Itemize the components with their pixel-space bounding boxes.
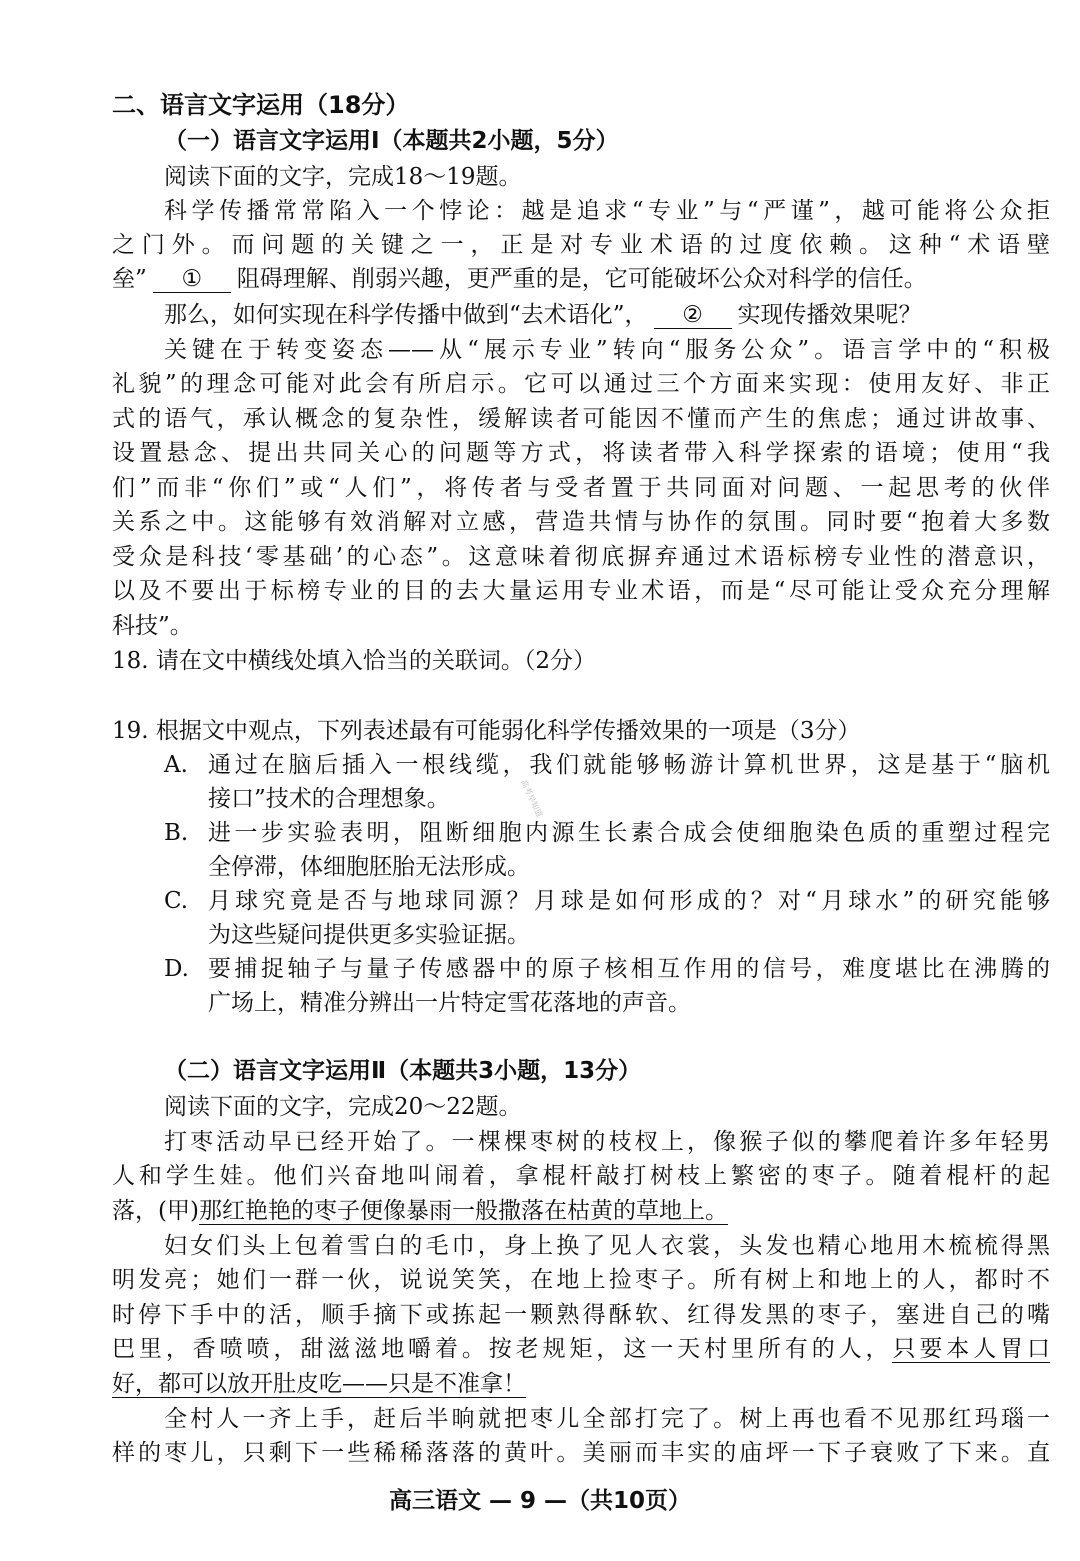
option-d-label: D. bbox=[164, 956, 189, 982]
passage1-line: 科技”。 bbox=[112, 613, 193, 639]
question-19: 19. 根据文中观点，下列表述最有可能弱化科学传播效果的一项是（3分） bbox=[112, 718, 861, 744]
underlined-sentence-jia: 那红艳艳的枣子便像暴雨一般撒落在枯黄的草地上。 bbox=[198, 1198, 728, 1224]
section-title: 二、语言文字运用（18分） bbox=[112, 91, 410, 119]
part1-instruction: 阅读下面的文字，完成18～19题。 bbox=[164, 164, 522, 190]
passage2-line: 打枣活动早已经开始了。一棵棵枣树的枝杈上，像猴子似的攀爬着许多年轻男 bbox=[164, 1129, 1050, 1155]
underlined-sentence: 好，都可以放开肚皮吃——只是不准拿！ bbox=[112, 1371, 526, 1397]
passage1-line-blank1: 垒” ① 阻碍理解、削弱兴趣，更严重的是，它可能破坏公众对科学的信任。 bbox=[112, 266, 927, 292]
underlined-sentence: 只要本人胃口 bbox=[892, 1336, 1051, 1362]
passage2-line: 时停下手中的活，顺手摘下或拣起一颗熟得酥软、红得发黑的枣子，塞进自己的嘴 bbox=[112, 1302, 1050, 1328]
passage1-line: 关键在于转变姿态——从“展示专业”转向“服务公众”。语言学中的“积极 bbox=[164, 337, 1050, 363]
passage2-line: 明发亮；她们一群一伙，说说笑笑，在地上捡枣子。所有树上和地上的人，都时不 bbox=[112, 1267, 1050, 1293]
option-a-label: A. bbox=[164, 752, 188, 778]
passage2-line: 人和学生娃。他们兴奋地叫闹着，拿棍杆敲打树枝上繁密的枣子。随着棍杆的起 bbox=[112, 1163, 1050, 1189]
part2-heading: （二）语言文字运用Ⅱ（本题共3小题，13分） bbox=[164, 1058, 642, 1084]
passage1-line: 以及不要出于标榜专业的目的去大量运用专业术语，而是“尽可能让受众充分理解 bbox=[112, 578, 1050, 604]
option-b-label: B. bbox=[164, 820, 189, 846]
question-18: 18. 请在文中横线处填入恰当的关联词。（2分） bbox=[112, 648, 597, 674]
passage1-line-blank2: 那么，如何实现在科学传播中做到“去术语化”， ② 实现传播效果呢？ bbox=[164, 302, 922, 328]
blank-1: ① bbox=[153, 266, 231, 293]
watermark: 高考早知道 bbox=[518, 778, 544, 819]
part1-heading: （一）语言文字运用Ⅰ（本题共2小题，5分） bbox=[164, 128, 619, 154]
passage1-line: 们”而非“你们”或“人们”，将传者与受者置于共同面对问题、一起思考的伙伴 bbox=[112, 475, 1050, 501]
option-b-text: 进一步实验表明，阻断细胞内源生长素合成会使细胞染色质的重塑过程完 bbox=[208, 820, 1050, 846]
passage1-line: 礼貌”的理念可能对此会有所启示。它可以通过三个方面来实现：使用友好、非正 bbox=[112, 371, 1050, 397]
option-d-text: 广场上，精准分辨出一片特定雪花落地的声音。 bbox=[208, 990, 691, 1016]
passage2-line-underlined: 巴里，香喷喷，甜滋滋地嚼着。按老规矩，这一天村里所有的人，只要本人胃口 bbox=[112, 1336, 1051, 1362]
option-d-text: 要捕捉轴子与量子传感器中的原子核相互作用的信号，难度堪比在沸腾的 bbox=[208, 956, 1050, 982]
option-a-text: 接口”技术的合理想象。 bbox=[208, 786, 450, 812]
passage1-line: 受众是科技‘零基础’的心态”。这意味着彻底摒弃通过术语标榜专业性的潜意识， bbox=[112, 544, 1050, 570]
blank-2: ② bbox=[654, 302, 732, 329]
part2-instruction: 阅读下面的文字，完成20～22题。 bbox=[164, 1094, 522, 1120]
passage2-line: 样的枣儿，只剩下一些稀稀落落的黄叶。美丽而丰实的庙坪一下子衰败了下来。直 bbox=[112, 1440, 1050, 1466]
option-b-text: 全停滞，体细胞胚胎无法形成。 bbox=[208, 854, 530, 880]
page-footer: 高三语文 — 9 —（共10页） bbox=[388, 1488, 692, 1514]
passage1-line: 之门外。而问题的关键之一，正是对专业术语的过度依赖。这种“术语壁 bbox=[112, 232, 1050, 258]
option-c-label: C. bbox=[164, 888, 189, 914]
passage1-line: 式的语气，承认概念的复杂性，缓解读者可能因不懂而产生的焦虑；通过讲故事、 bbox=[112, 406, 1050, 432]
option-c-text: 月球究竟是否与地球同源？月球是如何形成的？对“月球水”的研究能够 bbox=[208, 888, 1050, 914]
passage2-line-underlined-jia: 落，(甲)那红艳艳的枣子便像暴雨一般撒落在枯黄的草地上。 bbox=[112, 1198, 728, 1224]
option-c-text: 为这些疑问提供更多实验证据。 bbox=[208, 922, 530, 948]
option-a-text: 通过在脑后插入一根线缆，我们就能够畅游计算机世界，这是基于“脑机 bbox=[208, 752, 1050, 778]
passage1-line: 科学传播常常陷入一个悖论：越是追求“专业”与“严谨”，越可能将公众拒 bbox=[164, 198, 1050, 224]
passage2-line: 妇女们头上包着雪白的毛巾，身上换了见人衣裳，头发也精心地用木梳梳得黑 bbox=[164, 1233, 1050, 1259]
passage1-line: 关系之中。这能够有效消解对立感，营造共情与协作的氛围。同时要“抱着大多数 bbox=[112, 509, 1050, 535]
passage2-line-underlined bbox=[112, 1369, 1050, 1399]
passage2-line: 全村人一齐上手，赶后半晌就把枣儿全部打完了。树上再也看不见那红玛瑙一 bbox=[164, 1406, 1050, 1432]
passage1-line: 设置悬念、提出共同关心的问题等方式，将读者带入科学探索的语境；使用“我 bbox=[112, 440, 1050, 466]
